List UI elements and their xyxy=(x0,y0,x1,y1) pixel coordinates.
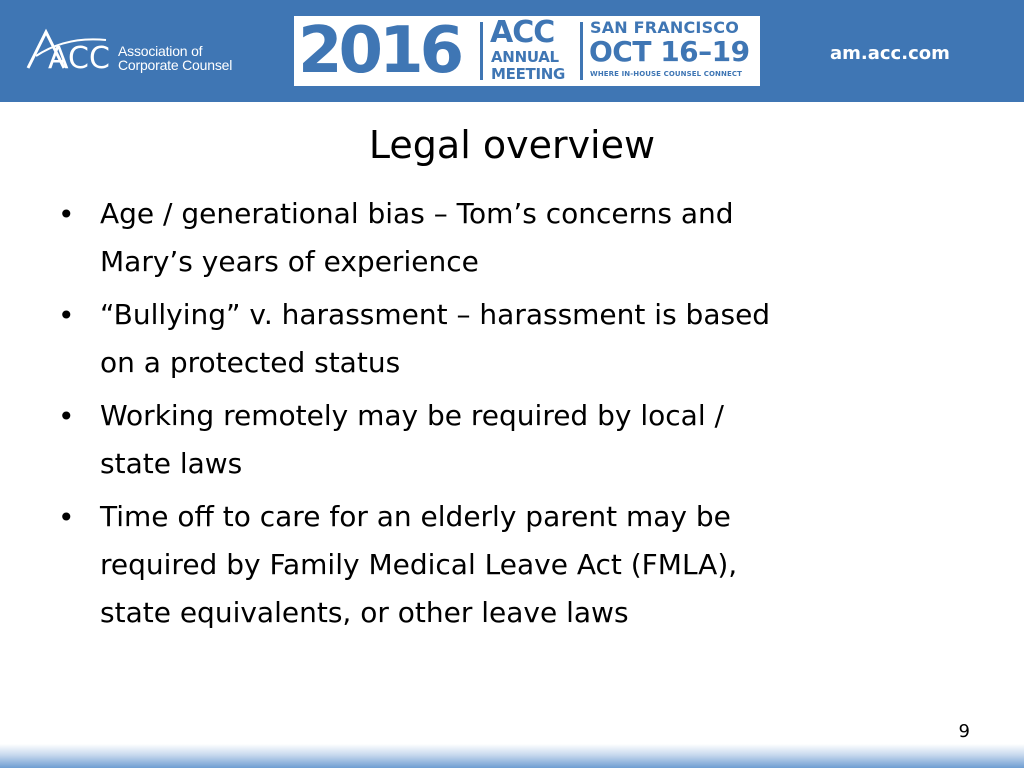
bullet-text-line: Age / generational bias – Tom’s concerns and xyxy=(100,197,734,230)
event-name-annual: ANNUAL xyxy=(491,48,559,66)
acc-logo-text: ACC xyxy=(48,41,110,76)
event-logo-block xyxy=(294,16,760,86)
event-name-meeting: MEETING xyxy=(491,65,565,83)
bullet-text-line: “Bullying” v. harassment – harassment is based xyxy=(100,298,771,331)
bullet-item xyxy=(58,392,958,488)
event-tagline: WHERE IN-HOUSE COUNSEL CONNECT xyxy=(590,70,742,78)
event-divider-left xyxy=(480,22,483,80)
org-name-line1: Association of xyxy=(118,43,203,59)
bullet-item xyxy=(58,190,958,286)
bullet-marker: • xyxy=(58,198,75,231)
bullet-text-line: required by Family Medical Leave Act (FMLA), xyxy=(100,548,738,581)
bullet-list xyxy=(58,190,958,642)
event-name-acc: ACC xyxy=(490,15,555,50)
event-city: SAN FRANCISCO xyxy=(590,18,740,37)
event-dates: OCT 16–19 xyxy=(589,35,750,68)
footer-gradient-bar xyxy=(0,744,1024,768)
header-banner xyxy=(0,0,1024,102)
bullet-item xyxy=(58,291,958,387)
org-name-line2: Corporate Counsel xyxy=(118,57,233,73)
bullet-item xyxy=(58,493,958,637)
bullet-marker: • xyxy=(58,400,75,433)
org-name xyxy=(118,44,232,72)
bullet-text-line: on a protected status xyxy=(100,346,401,379)
slide-title: Legal overview xyxy=(368,123,656,167)
bullet-text-line: Mary’s years of experience xyxy=(100,245,479,278)
event-divider-right xyxy=(580,22,583,80)
page-number: 9 xyxy=(958,721,970,742)
bullet-text-line: state laws xyxy=(100,447,243,480)
bullet-marker: • xyxy=(58,299,75,332)
event-year: 2016 xyxy=(298,14,461,88)
bullet-marker: • xyxy=(58,501,75,534)
bullet-text-line: state equivalents, or other leave laws xyxy=(100,596,629,629)
website-url: am.acc.com xyxy=(830,43,950,64)
bullet-text-line: Time off to care for an elderly parent may be xyxy=(100,500,731,533)
bullet-text-line: Working remotely may be required by local / xyxy=(100,399,724,432)
